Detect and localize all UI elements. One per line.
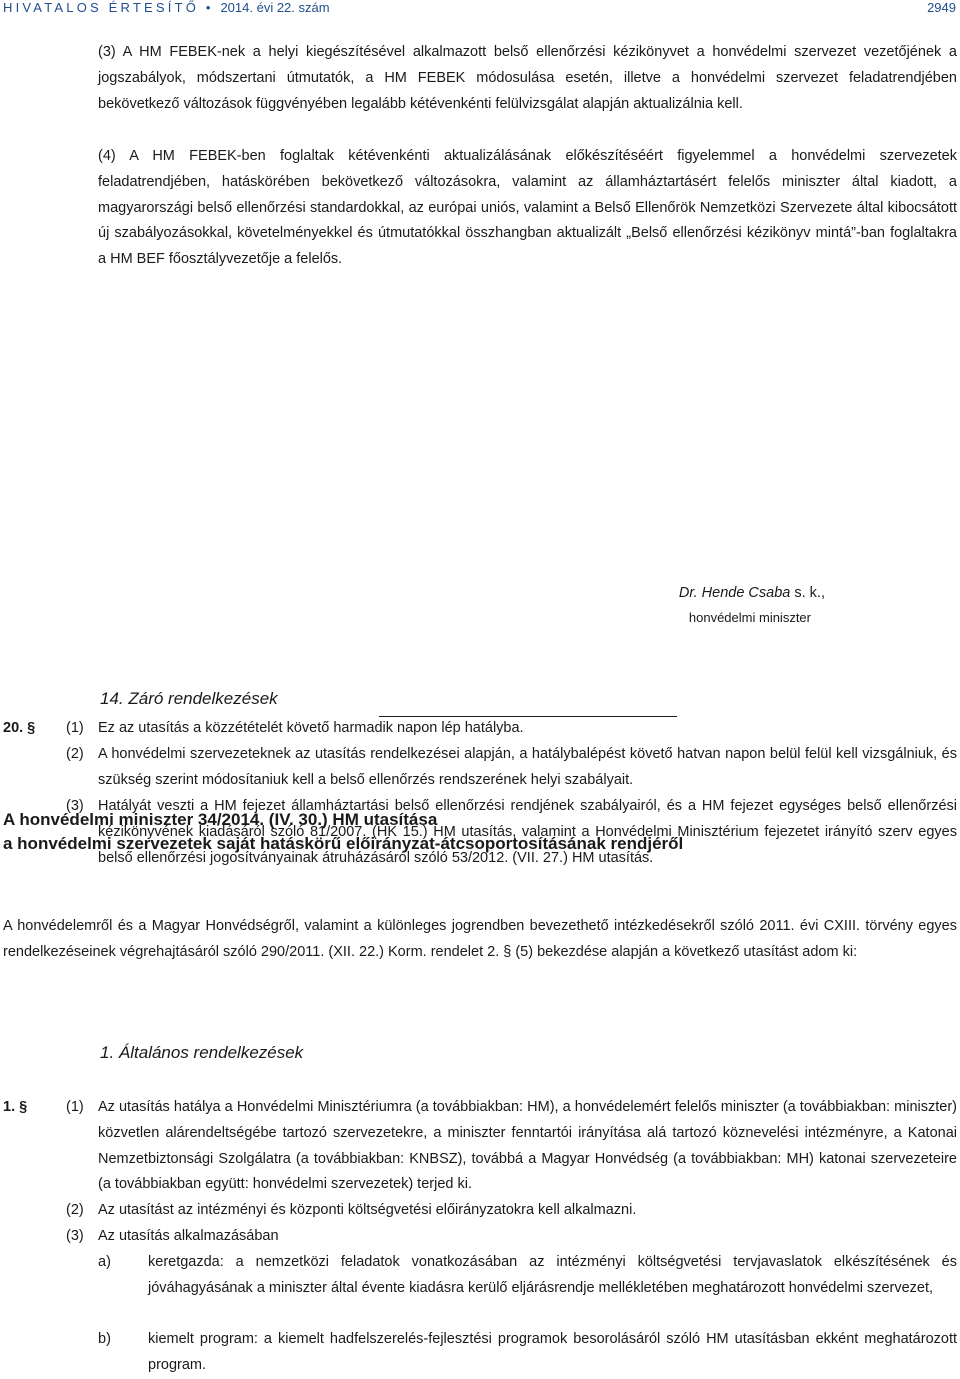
signatory-title: honvédelmi miniszter bbox=[688, 610, 811, 625]
general-item-text: Az utasítást az intézményi és központi költségvetési előirányzatokra kell alkalmazni. bbox=[98, 1202, 637, 1218]
preamble: A honvédelemről és a Magyar Honvédségről, valamint a különleges jogrendben bevezethető intézkedésekről szóló 2011. évi CXIII. törvény egyes rendelkezéseinek végrehajtásáról szóló 290/2011. (XII. 22.) Korm. rendelet 2. § (5) bekezdése alapján a következő utasítást adom ki: bbox=[3, 918, 957, 960]
header-separator: • bbox=[205, 0, 214, 15]
running-header bbox=[0, 0, 960, 16]
publication-name: HIVATALOS ÉRTESÍTŐ bbox=[3, 0, 200, 15]
item-number: (1) bbox=[66, 720, 84, 736]
item-number: (3) bbox=[66, 798, 84, 814]
section-title-general: 1. Általános rendelkezések bbox=[100, 1043, 304, 1062]
paragraph-4-febek: (4) A HM FEBEK-ben foglaltak kétévenkénti aktualizálásának előkészítéséért figyelemmel a honvédelmi szervezetek feladatrendjében, hatáskörében bekövetkező változásokra, valamint az államháztartásért felelős miniszter által kiadott, a magyarországi belső ellenőrzési standardokkal, az európai uniós, valamint a Belső Ellenőrök Nemzetközi Szervezete által kibocsátott új szabályozásokkal, követelményekkel és útmutatókkal összhangban aktualizált „Belső ellenőrzési kézikönyv mintá”-ban foglaltakra a HM BEF főosztályvezetője a felelős. bbox=[98, 148, 957, 268]
item-number: (2) bbox=[66, 1202, 84, 1218]
document-title-line-1: A honvédelmi miniszter 34/2014. (IV. 30.) HM utasítása bbox=[3, 810, 438, 829]
paragraph-number-1: 1. § bbox=[3, 1099, 28, 1115]
subitem-letter: a) bbox=[98, 1254, 111, 1270]
closing-item-text: Ez az utasítás a közzétételét követő harmadik napon lép hatályba. bbox=[98, 720, 524, 736]
divider-line bbox=[379, 716, 677, 717]
document-title-line-2: a honvédelmi szervezetek saját hatáskörű előirányzat-átcsoportosításának rendjéről bbox=[3, 834, 684, 853]
item-number: (1) bbox=[66, 1099, 84, 1115]
section-title-closing: 14. Záró rendelkezések bbox=[100, 689, 278, 708]
signatory-name: Dr. Hende Csaba bbox=[678, 585, 791, 601]
closing-item-text: Hatályát veszti a HM fejezet államháztartási belső ellenőrzési rendjének szabályairól, és a HM fejezet egységes belső ellenőrzési kézikönyvének kiadásáról szóló 81/2007. (HK 15.) HM utasítás, valamint a Honvédelmi Minisztérium fejezetet irányító szerv egyes belső ellenőrzési jogosítványainak átruházásáról szóló 53/2012. (VII. 27.) HM utasítás. bbox=[98, 798, 957, 866]
closing-item-text: A honvédelmi szervezeteknek az utasítás rendelkezései alapján, a hatálybalépést követő hatvan napon belül felül kell vizsgálniuk, és szükség szerint módosítaniuk kell a belső ellenőrzés rendszerének helyi szabályait. bbox=[98, 746, 957, 788]
general-item-text: Az utasítás hatálya a Honvédelmi Minisztériumra (a továbbiakban: HM), a honvédelemért felelős miniszter (a továbbiakban: miniszter) közvetlen alárendeltségébe tartozó szervezetekre, a miniszter fenntartói irányítása alá tartozó köznevelési intézményre, a Katonai Nemzetbiztonsági Szolgálatra (a továbbiakban: KNBSZ), továbbá a Magyar Honvédség (a továbbiakban: MH) katonai szervezeteire (a továbbiakban együtt: honvédelmi szervezetek) terjed ki. bbox=[98, 1099, 957, 1193]
publication-header bbox=[3, 0, 330, 15]
subitem-text: keretgazda: a nemzetközi feladatok vonatkozásában az intézményi költségvetési tervjavaslatok elkészítésének és jóváhagyásának a miniszter által évente kiadásra kerülő eljárásrendje mellékletében meghatározott honvédelmi szervezet, bbox=[148, 1254, 957, 1296]
paragraph-number-20: 20. § bbox=[3, 720, 36, 736]
signature-suffix: s. k., bbox=[790, 585, 825, 601]
item-number: (3) bbox=[66, 1228, 84, 1244]
page-number: 2949 bbox=[927, 0, 956, 15]
signature-name bbox=[0, 585, 825, 601]
general-item-text: Az utasítás alkalmazásában bbox=[98, 1228, 279, 1244]
issue-date: 2014. évi 22. szám bbox=[220, 0, 330, 15]
subitem-text: kiemelt program: a kiemelt hadfelszerelés-fejlesztési programok besorolásáról szóló HM utasításban ekként meghatározott program. bbox=[148, 1331, 957, 1373]
subitem-letter: b) bbox=[98, 1331, 111, 1347]
item-number: (2) bbox=[66, 746, 84, 762]
paragraph-3-febek: (3) A HM FEBEK-nek a helyi kiegészítésével alkalmazott belső ellenőrzési kézikönyvet a honvédelmi szervezet vezetőjének a jogszabályok, módszertani útmutatók, a HM FEBEK módosulása esetén, illetve a honvédelmi szervezet feladatrendjében bekövetkező változások függvényében legalább kétévenkénti felülvizsgálat alapján aktualizálnia kell. bbox=[98, 44, 957, 112]
